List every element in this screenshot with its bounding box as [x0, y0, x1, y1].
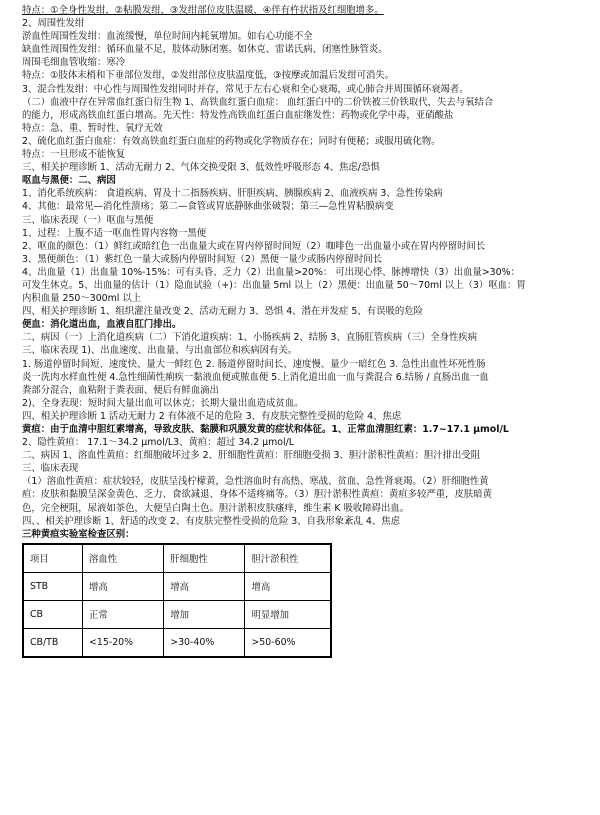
table-cell: 正常: [83, 600, 164, 628]
table-cell: 明显增加: [245, 600, 331, 628]
paragraph-line: 特点：急、重、暂时性、氧疗无效: [22, 122, 163, 134]
paragraph-line: 可发生休克。5、出血量的估计（1）隐血试验（+)：出血量 5ml 以上（2）黑便：出血量 50～70ml 以上（3）呕血：胃: [22, 279, 526, 291]
paragraph-line: 的能力，形成高铁血红蛋白增高。先天性：特发性高铁血红蛋白血症继发性：药物或化学中毒，亚硝酸盐: [22, 109, 454, 121]
paragraph-line: 3、黑便颜色：（1）紫红色一量大或肠内停留时间短（2）黑便一量少或肠内停留时间长: [22, 253, 383, 265]
table-caption: 三种黄疸实验室检查区别：: [22, 528, 135, 540]
table-header-row: [23, 544, 331, 573]
paragraph-line: （1）溶血性黄疸：症状较轻，皮肤呈浅柠檬黄，急性溶血时有高热、寒战、贫血、急性肾衰竭。（2）肝细胞性黄: [22, 476, 489, 488]
table-row: [23, 572, 331, 600]
paragraph-line: 缺血性周围性发绀：循环血量不足，肢体动脉闭塞。如休克、雷诺氏病、闭塞性脉管炎。: [22, 44, 388, 56]
table-header-cell: 胆汁淤积性: [245, 544, 331, 573]
paragraph-line: 特点：一旦形成不能恢复: [22, 149, 126, 161]
section-heading: 便血：消化道出血，血液自肛门排出。: [22, 319, 182, 331]
paragraph-line: 粪部分混合，血粘附于粪表面、便后有鲜血滴出: [22, 384, 219, 396]
paragraph-line: 四、、相关护理诊断 1、舒适的改变 2、有皮肤完整性受损的危险 3、自我形象紊乱 4、焦虑: [22, 515, 400, 527]
paragraph-line: 4、其他：最常见—消化性溃疡；第二—食管或胃底静脉曲张破裂；第三—急性胃粘膜病变: [22, 201, 394, 213]
paragraph-line: 1、过程：上腹不适一呕血性胃内容物一黑便: [22, 227, 207, 239]
table-row: [23, 628, 331, 657]
paragraph-line: 1、消化系统疾病： 食道疾病、胃及十二指肠疾病、肝胆疾病、胰腺疾病 2、血液疾病 3、急性传染病: [22, 188, 443, 200]
table-cell: 增高: [83, 572, 164, 600]
paragraph-line: 二、病因（一）上消化道疾病（二）下消化道疾病：1、小肠疾病 2、结肠 3、直肠肛管疾病（三）全身性疾病: [22, 332, 478, 344]
paragraph-line: 2、隐性黄疸： 17.1～34.2 μmol/L3、黄疸：超过 34.2 μmol/L: [22, 437, 294, 449]
paragraph-line: 2、周围性发绀: [22, 18, 85, 30]
paragraph-line: 三、相关护理诊断 1、活动无耐力 2、气体交换受限 3、低效性呼吸形态 4、焦虑/恐惧: [22, 162, 380, 174]
paragraph-line: 色，完全梗阻，尿液如茶色，大便呈白陶土色。胆汁淤积皮肤瘙痒，维生素 K 吸收障碍出血。: [22, 502, 410, 514]
table-header-cell: 肝细胞性: [164, 544, 245, 573]
table-cell: STB: [23, 572, 83, 600]
paragraph-line: 周围毛细血管收缩：寒冷: [22, 57, 126, 69]
paragraph-line: 2、硫化血红蛋白血症：有效高铁血红蛋白血症的药物或化学物质存在；同时有便秘；或服用硫化物。: [22, 135, 441, 147]
section-heading: 呕血与黑便：二、病因: [22, 175, 116, 187]
paragraph-line: 四、相关护理诊断 1、组织灌注量改变 2、活动无耐力 3、恐惧 4、潜在并发症 5、有误吸的危险: [22, 306, 423, 318]
jaundice-lab-table: [22, 543, 332, 658]
section-heading: 黄疸：由于血清中胆红素增高，导致皮肤、黏膜和巩膜发黄的症状和体征。1、正常血清胆红素：1.7~17.1 μmol/L: [22, 424, 509, 435]
paragraph-line: 炎一洗肉水样血性便 4.急性细菌性痢疾一黏液血便或脓血便 5.上消化道出血一血与粪混合 6.结肠 / 直肠出血一血: [22, 371, 489, 383]
table-cell: 增高: [245, 572, 331, 600]
paragraph-line: 三、临床表现: [22, 463, 79, 475]
paragraph-line: 四、相关护理诊断 1 活动无耐力 2 有体液不足的危险 3、有皮肤完整性受损的危险 4、焦虑: [22, 410, 402, 422]
paragraph-line: 淤血性周围性发绀：血流缓慢，单位时间内耗氧增加。如右心功能不全: [22, 31, 313, 43]
paragraph-line: 三、临床表现（一）呕血与黑便: [22, 214, 154, 226]
table-cell: >50-60%: [245, 628, 331, 657]
paragraph-line: （二）血液中存在异常血红蛋白衍生物 1、高铁血红蛋白血症： 血红蛋白中的二价铁被三价铁取代，失去与氧结合: [22, 96, 494, 108]
table-cell: CB: [23, 600, 83, 628]
table-cell: >30-40%: [164, 628, 245, 657]
paragraph-line: 2)、全身表现：短时间大量出血可以休克；长期大量出血造成贫血。: [22, 397, 304, 409]
table-cell: 增加: [164, 600, 245, 628]
table-header-cell: 溶血性: [83, 544, 164, 573]
paragraph-line: 4、出血量（1）出血量 10%-15%：可有头昏、乏力（2）出血量>20%： 可出现心悸、脉搏增快（3）出血量>30%：: [22, 266, 520, 278]
paragraph-line: 特点：①肢体末梢和下垂部位发绀，②发绀部位皮肤温度低，③按摩或加温后发绀可消失。: [22, 70, 395, 82]
paragraph-line: 疸：皮肤和黏膜呈深金黄色、乏力、食欲减退、身体不适疼痛等。（3）胆汁淤积性黄疸：黄疸多较严重，皮肤暗黄: [22, 489, 493, 501]
paragraph-line: 三、临床表现 1)、出血速度、出血量、与出血部位和疾病因有关。: [22, 345, 298, 357]
table-cell: <15-20%: [83, 628, 164, 657]
paragraph-line: 3、混合性发绀：中心性与周围性发绀同时并存，常见于左右心衰和全心衰竭，或心肺合并周围循环衰竭者。: [22, 83, 469, 95]
table-header-cell: 项目: [23, 544, 83, 573]
table-cell: CB/TB: [23, 628, 83, 657]
paragraph-line: 内积血量 250～300ml 以上: [22, 293, 142, 305]
paragraph-line: 二、病因 1、溶血性黄疸：红细胞破坏过多 2、肝细胞性黄疸：肝细胞受损 3、胆汁淤积性黄疸：胆汁排出受阻: [22, 450, 481, 462]
table-cell: 增高: [164, 572, 245, 600]
table-row: [23, 600, 331, 628]
paragraph-line: 2、呕血的颜色：（1）鲜红或暗红色一出血量大或在胃内停留时间短（2）咖啡色一出血量小或在胃内停留时间长: [22, 240, 486, 252]
paragraph-line: 1. 肠道停留时间短、速度快、量大一鲜红色 2. 肠道停留时间长、速度慢、量少一暗红色 3. 急性出血性坏死性肠: [22, 358, 486, 370]
paragraph-line: 特点：①全身性发绀，②粘膜发绀，③发绀部位皮肤温暖，④伴有杵状指及红细胞增多。: [22, 5, 384, 16]
